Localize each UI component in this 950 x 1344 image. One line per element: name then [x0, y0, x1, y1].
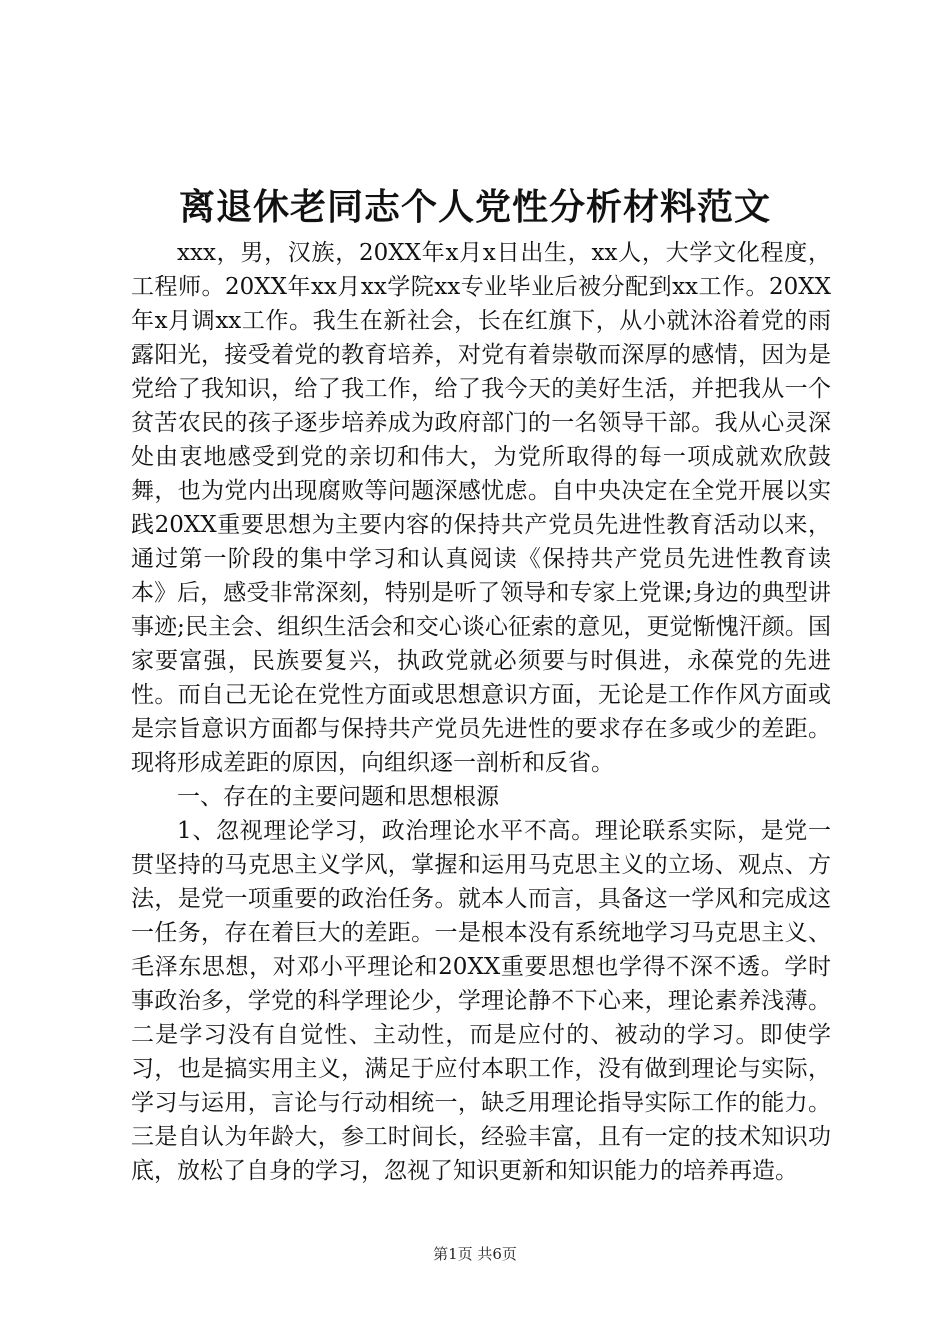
problem-paragraph: 1、忽视理论学习，政治理论水平不高。理论联系实际，是党一贯坚持的马克思主义学风，掌握和运用马克思主义的立场、观点、方法，是党一项重要的政治任务。就本人而言，具备这一学风和完成这一任务，存在着巨大的差距。一是根本没有系统地学习马克思主义、毛泽东思想，对邓小平理论和20XX重要思想也学得不深不透。学时事政治多，学党的科学理论少，学理论静不下心来，理论素养浅薄。二是学习没有自觉性、主动性，而是应付的、被动的学习。即使学习，也是搞实用主义，满足于应付本职工作，没有做到理论与实际，学习与运用，言论与行动相统一，缺乏用理论指导实际工作的能力。三是自认为年龄大，参工时间长，经验丰富，且有一定的技术知识功底，放松了自身的学习，忽视了知识更新和知识能力的培养再造。	[131, 818, 831, 1184]
document-title: 离退休老同志个人党性分析材料范文	[178, 186, 771, 228]
section-heading: 一、存在的主要问题和思想根源	[177, 784, 499, 810]
page-number-footer: 第1页 共6页	[433, 1245, 517, 1263]
intro-paragraph: xxx，男，汉族，20XX年x月x日出生，xx人，大学文化程度，工程师。20XX年xx月xx学院xx专业毕业后被分配到xx工作。20XX年x月调xx工作。我生在新社会，长在红旗下，从小就沐浴着党的雨露阳光，接受着党的教育培养，对党有着崇敬而深厚的感情，因为是党给了我知识，给了我工作，给了我今天的美好生活，并把我从一个贫苦农民的孩子逐步培养成为政府部门的一名领导干部。我从心灵深处由衷地感受到党的亲切和伟大，为党所取得的每一项成就欢欣鼓舞，也为党内出现腐败等问题深感忧虑。自中央决定在全党开展以实践20XX重要思想为主要内容的保持共产党员先进性教育活动以来，通过第一阶段的集中学习和认真阅读《保持共产党员先进性教育读本》后，感受非常深刻，特别是听了领导和专家上党课;身边的典型讲事迹;民主会、组织生活会和交心谈心征索的意见，更觉惭愧汗颜。国家要富强，民族要复兴，执政党就必须要与时俱进，永葆党的先进性。而自己无论在党性方面或思想意识方面，无论是工作作风方面或是宗旨意识方面都与保持共产党员先进性的要求存在多或少的差距。现将形成差距的原因，向组织逐一剖析和反省。	[131, 240, 831, 776]
document-body	[131, 236, 831, 1188]
